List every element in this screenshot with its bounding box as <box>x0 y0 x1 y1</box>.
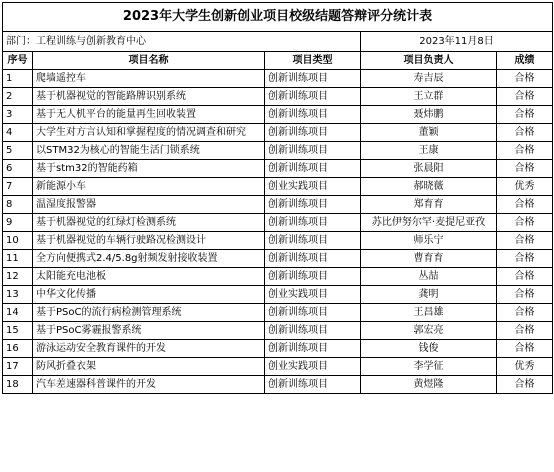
table-body <box>3 70 553 394</box>
project-type: 创新训练项目 <box>265 106 361 124</box>
project-leader: 郝晓薇 <box>361 178 497 196</box>
row-index: 5 <box>3 142 33 160</box>
score-table <box>2 2 553 394</box>
project-result: 合格 <box>497 196 553 214</box>
project-result: 合格 <box>497 286 553 304</box>
project-name: 基于stm32的智能药箱 <box>33 160 265 178</box>
header-result: 成绩 <box>497 52 553 70</box>
row-index: 12 <box>3 268 33 286</box>
row-index: 13 <box>3 286 33 304</box>
header-index: 序号 <box>3 52 33 70</box>
row-index: 9 <box>3 214 33 232</box>
project-result: 合格 <box>497 304 553 322</box>
project-name: 基于无人机平台的能量再生回收装置 <box>33 106 265 124</box>
project-leader: 董颖 <box>361 124 497 142</box>
project-result: 合格 <box>497 88 553 106</box>
header-row <box>3 52 553 70</box>
date-label: 2023年11月8日 <box>361 32 553 52</box>
project-result: 合格 <box>497 322 553 340</box>
project-name: 汽车差速器科普课件的开发 <box>33 376 265 394</box>
row-index: 15 <box>3 322 33 340</box>
project-leader: 王立群 <box>361 88 497 106</box>
project-type: 创新训练项目 <box>265 88 361 106</box>
table-row <box>3 178 553 196</box>
row-index: 8 <box>3 196 33 214</box>
table-row <box>3 196 553 214</box>
row-index: 3 <box>3 106 33 124</box>
project-leader: 张晨阳 <box>361 160 497 178</box>
table-row <box>3 124 553 142</box>
project-leader: 寿吉辰 <box>361 70 497 88</box>
project-result: 合格 <box>497 124 553 142</box>
project-name: 新能源小车 <box>33 178 265 196</box>
project-type: 创业实践项目 <box>265 358 361 376</box>
row-index: 16 <box>3 340 33 358</box>
row-index: 10 <box>3 232 33 250</box>
row-index: 17 <box>3 358 33 376</box>
table-row <box>3 268 553 286</box>
sheet-title: 2023年大学生创新创业项目校级结题答辩评分统计表 <box>3 3 553 32</box>
table-row <box>3 250 553 268</box>
project-type: 创新训练项目 <box>265 304 361 322</box>
project-type: 创业实践项目 <box>265 286 361 304</box>
project-name: 太阳能充电池板 <box>33 268 265 286</box>
project-type: 创新训练项目 <box>265 340 361 358</box>
project-leader: 黄煜隆 <box>361 376 497 394</box>
project-leader: 曹育育 <box>361 250 497 268</box>
project-name: 基于PSoC雾霾报警系统 <box>33 322 265 340</box>
row-index: 7 <box>3 178 33 196</box>
project-type: 创新训练项目 <box>265 124 361 142</box>
project-name: 全方向便携式2.4/5.8g射频发射接收装置 <box>33 250 265 268</box>
table-row <box>3 88 553 106</box>
project-name: 基于机器视觉的智能路牌识别系统 <box>33 88 265 106</box>
project-result: 合格 <box>497 250 553 268</box>
project-result: 优秀 <box>497 358 553 376</box>
project-leader: 李学征 <box>361 358 497 376</box>
project-result: 合格 <box>497 214 553 232</box>
project-name: 中华文化传播 <box>33 286 265 304</box>
project-name: 温湿度报警器 <box>33 196 265 214</box>
project-type: 创业实践项目 <box>265 178 361 196</box>
project-type: 创新训练项目 <box>265 214 361 232</box>
table-row <box>3 142 553 160</box>
project-type: 创新训练项目 <box>265 376 361 394</box>
project-leader: 丛喆 <box>361 268 497 286</box>
row-index: 14 <box>3 304 33 322</box>
table-row <box>3 286 553 304</box>
project-leader: 龚明 <box>361 286 497 304</box>
project-name: 基于PSoC的流行病检测管理系统 <box>33 304 265 322</box>
table-row <box>3 70 553 88</box>
project-result: 合格 <box>497 160 553 178</box>
project-type: 创新训练项目 <box>265 196 361 214</box>
project-leader: 聂炜鹏 <box>361 106 497 124</box>
header-leader: 项目负责人 <box>361 52 497 70</box>
row-index: 11 <box>3 250 33 268</box>
project-type: 创新训练项目 <box>265 70 361 88</box>
row-index: 6 <box>3 160 33 178</box>
project-leader: 王昌雄 <box>361 304 497 322</box>
project-result: 合格 <box>497 142 553 160</box>
project-name: 游泳运动安全教育课件的开发 <box>33 340 265 358</box>
project-result: 合格 <box>497 340 553 358</box>
row-index: 4 <box>3 124 33 142</box>
table-row <box>3 304 553 322</box>
department-label: 部门：工程训练与创新教育中心 <box>3 32 361 52</box>
project-name: 基于机器视觉的车辆行驶路况检测设计 <box>33 232 265 250</box>
project-type: 创新训练项目 <box>265 268 361 286</box>
table-row <box>3 358 553 376</box>
project-leader: 郑育育 <box>361 196 497 214</box>
project-type: 创新训练项目 <box>265 160 361 178</box>
score-sheet <box>2 2 552 394</box>
project-result: 合格 <box>497 70 553 88</box>
project-name: 以STM32为核心的智能生活门锁系统 <box>33 142 265 160</box>
project-type: 创新训练项目 <box>265 142 361 160</box>
project-name: 大学生对方言认知和掌握程度的情况调查和研究 <box>33 124 265 142</box>
table-row <box>3 322 553 340</box>
project-name: 防风折叠衣架 <box>33 358 265 376</box>
project-type: 创新训练项目 <box>265 232 361 250</box>
project-name: 基于机器视觉的红绿灯检测系统 <box>33 214 265 232</box>
row-index: 2 <box>3 88 33 106</box>
table-row <box>3 340 553 358</box>
project-name: 爬墙遥控车 <box>33 70 265 88</box>
project-result: 合格 <box>497 106 553 124</box>
project-result: 合格 <box>497 268 553 286</box>
header-type: 项目类型 <box>265 52 361 70</box>
header-name: 项目名称 <box>33 52 265 70</box>
table-row <box>3 232 553 250</box>
project-result: 优秀 <box>497 178 553 196</box>
project-result: 合格 <box>497 376 553 394</box>
table-row <box>3 376 553 394</box>
table-row <box>3 214 553 232</box>
row-index: 1 <box>3 70 33 88</box>
table-row <box>3 106 553 124</box>
project-type: 创新训练项目 <box>265 322 361 340</box>
row-index: 18 <box>3 376 33 394</box>
project-result: 合格 <box>497 232 553 250</box>
project-leader: 钱俊 <box>361 340 497 358</box>
project-leader: 郭宏亮 <box>361 322 497 340</box>
project-type: 创新训练项目 <box>265 250 361 268</box>
project-leader: 王康 <box>361 142 497 160</box>
project-leader: 苏比伊努尔罕·麦提尼亚孜 <box>361 214 497 232</box>
table-row <box>3 160 553 178</box>
project-leader: 师乐宁 <box>361 232 497 250</box>
